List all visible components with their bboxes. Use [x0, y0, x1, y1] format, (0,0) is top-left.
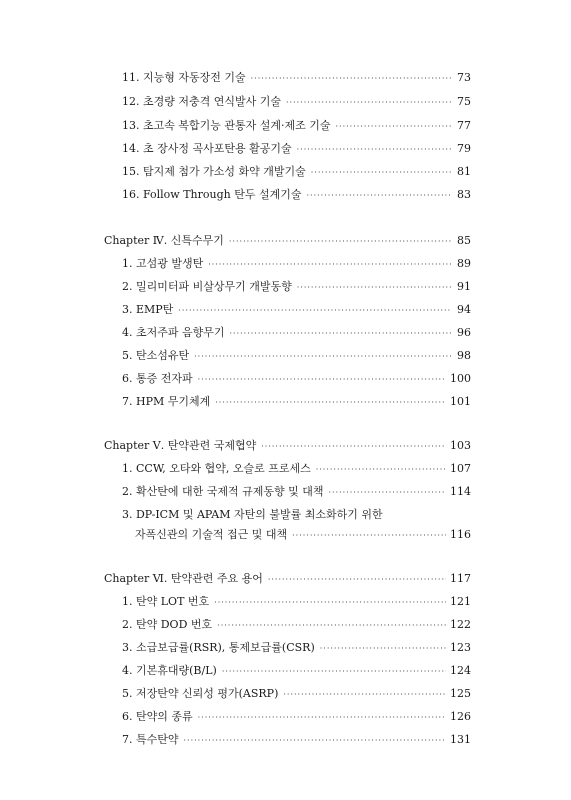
toc-entry[interactable] — [122, 119, 471, 134]
toc-page-number: 98 — [457, 349, 471, 362]
toc-entry[interactable] — [122, 71, 471, 86]
dot-leader — [215, 396, 446, 410]
toc-chapter-label: Chapter Ⅴ. 탄약관련 국제협약 — [104, 439, 257, 452]
toc-page-number: 89 — [457, 257, 471, 270]
toc-entry-label: 1. 고섬광 발생탄 — [122, 257, 204, 270]
toc-entry-label: 1. 탄약 LOT 번호 — [122, 595, 210, 608]
toc-entry-label: 1. CCW, 오타와 협약, 오슬로 프로세스 — [122, 462, 311, 475]
dot-leader — [208, 258, 451, 272]
dot-leader — [198, 711, 446, 725]
toc-entry[interactable] — [122, 485, 471, 500]
toc-page-number: 124 — [450, 664, 471, 677]
dot-leader — [251, 72, 451, 86]
dot-leader — [311, 166, 451, 180]
dot-leader — [297, 143, 451, 157]
toc-entry-label: 5. 탄소섬유탄 — [122, 349, 190, 362]
dot-leader — [336, 120, 452, 134]
toc-entry-label: 2. 탄약 DOD 번호 — [122, 618, 213, 631]
dot-leader — [178, 304, 451, 318]
toc-chapter-heading[interactable] — [104, 234, 471, 249]
toc-page-number: 79 — [457, 142, 471, 155]
toc-chapter-heading[interactable] — [104, 439, 471, 454]
toc-entry-label: 자폭신관의 기술적 접근 및 대책 — [135, 528, 288, 541]
toc-entry-label: 6. 탄약의 종류 — [122, 710, 193, 723]
toc-entry-label: 11. 지능형 자동장전 기술 — [122, 71, 246, 84]
dot-leader — [217, 619, 446, 633]
toc-page-number: 94 — [457, 303, 471, 316]
toc-page-number: 107 — [450, 462, 471, 475]
toc-entry-label: 3. EMP탄 — [122, 303, 174, 316]
toc-entry[interactable] — [122, 664, 471, 679]
toc-entry-label: 2. 확산탄에 대한 국제적 규제동향 및 대책 — [122, 485, 324, 498]
toc-entry[interactable] — [122, 303, 471, 318]
toc-chapter-label: Chapter Ⅵ. 탄약관련 주요 용어 — [104, 572, 263, 585]
toc-entry-label: 4. 초저주파 음향무기 — [122, 326, 225, 339]
dot-leader — [214, 596, 446, 610]
toc-entry[interactable] — [122, 165, 471, 180]
dot-leader — [316, 463, 446, 477]
toc-entry[interactable] — [122, 257, 471, 272]
toc-entry-label: 12. 초경량 저충격 연식발사 기술 — [122, 95, 281, 108]
toc-entry-label: 3. DP-ICM 및 APAM 자탄의 불발률 최소화하기 위한 — [122, 508, 383, 521]
toc-entry-label: 3. 소급보급률(RSR), 통제보급률(CSR) — [122, 641, 315, 654]
dot-leader — [194, 350, 451, 364]
toc-entry[interactable] — [122, 687, 471, 702]
dot-leader — [320, 642, 446, 656]
toc-chapter-label: Chapter Ⅳ. 신특수무기 — [104, 234, 224, 247]
dot-leader — [229, 235, 451, 249]
toc-page-number: 83 — [457, 188, 471, 201]
toc-page-number: 114 — [450, 485, 471, 498]
toc-entry-label: 7. 특수탄약 — [122, 733, 179, 746]
toc-entry-label: 7. HPM 무기체계 — [122, 395, 211, 408]
toc-entry[interactable] — [122, 595, 471, 610]
toc-entry[interactable] — [122, 462, 471, 477]
dot-leader — [261, 440, 446, 454]
dot-leader — [184, 734, 447, 748]
toc-page-number: 125 — [450, 687, 471, 700]
toc-page-number: 131 — [450, 733, 471, 746]
toc-entry[interactable] — [122, 95, 471, 110]
toc-page-number: 121 — [450, 595, 471, 608]
toc-page-number: 126 — [450, 710, 471, 723]
toc-page-number: 117 — [450, 572, 471, 585]
toc-page-number: 85 — [457, 234, 471, 247]
toc-entry[interactable] — [122, 326, 471, 341]
dot-leader — [198, 373, 446, 387]
toc-page-number: 77 — [457, 119, 471, 132]
toc-entry[interactable] — [122, 618, 471, 633]
toc-page-number: 103 — [450, 439, 471, 452]
toc-entry-continuation[interactable] — [135, 528, 471, 543]
toc-page-number: 96 — [457, 326, 471, 339]
toc-entry[interactable] — [122, 710, 471, 725]
toc-entry-label: 5. 저장탄약 신뢰성 평가(ASRP) — [122, 687, 279, 700]
toc-page-number: 75 — [457, 95, 471, 108]
toc-entry[interactable] — [122, 508, 471, 522]
dot-leader — [297, 281, 451, 295]
toc-chapter-heading[interactable] — [104, 572, 471, 587]
toc-entry[interactable] — [122, 641, 471, 656]
toc-page-number: 81 — [457, 165, 471, 178]
toc-entry[interactable] — [122, 188, 471, 203]
toc-entry[interactable] — [122, 349, 471, 364]
toc-entry[interactable] — [122, 395, 471, 410]
toc-page-number: 73 — [457, 71, 471, 84]
toc-page-number: 101 — [450, 395, 471, 408]
toc-page-number: 91 — [457, 280, 471, 293]
toc-entry-label: 4. 기본휴대량(B/L) — [122, 664, 217, 677]
dot-leader — [283, 688, 446, 702]
dot-leader — [292, 529, 446, 543]
toc-page-number: 123 — [450, 641, 471, 654]
toc-entry-label: 14. 초 장사정 곡사포탄용 활공기술 — [122, 142, 292, 155]
toc-entry[interactable] — [122, 372, 471, 387]
toc-entry-label: 2. 밀리미터파 비살상무기 개발동향 — [122, 280, 292, 293]
toc-page-number: 100 — [450, 372, 471, 385]
dot-leader — [306, 189, 451, 203]
dot-leader — [286, 96, 451, 110]
toc-entry-label: 15. 탐지제 첨가 가소성 화약 개발기술 — [122, 165, 306, 178]
toc-entry-label: 13. 초고속 복합기능 관통자 설계·제조 기술 — [122, 119, 331, 132]
dot-leader — [230, 327, 452, 341]
dot-leader — [329, 486, 447, 500]
toc-entry-label: 16. Follow Through 탄두 설계기술 — [122, 188, 302, 201]
toc-entry[interactable] — [122, 142, 471, 157]
toc-entry[interactable] — [122, 280, 471, 295]
toc-entry[interactable] — [122, 733, 471, 748]
toc-page-number: 122 — [450, 618, 471, 631]
dot-leader — [268, 573, 446, 587]
toc-page-number: 116 — [450, 528, 471, 541]
toc-entry-label: 6. 통증 전자파 — [122, 372, 193, 385]
dot-leader — [222, 665, 446, 679]
